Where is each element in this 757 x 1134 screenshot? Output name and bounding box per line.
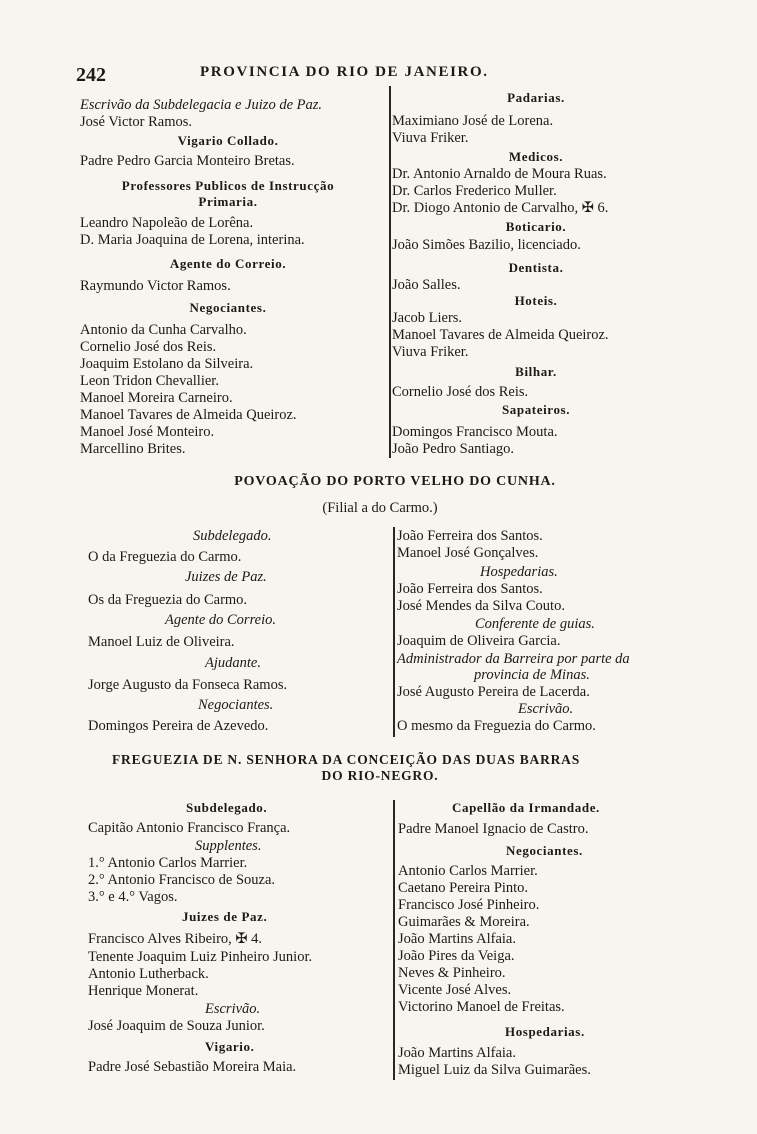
entry-text: Joaquim Estolano da Silveira. (80, 356, 254, 372)
entry-text: Cornelio José dos Reis. (392, 384, 529, 400)
entry-text: Padre Manoel Ignacio de Castro. (398, 821, 589, 837)
section3-title-cont: DO RIO-NEGRO. (321, 768, 439, 783)
entry-heading: Medicos. (508, 149, 564, 164)
entry-text: Manoel José Monteiro. (80, 424, 215, 440)
entry-text: Joaquim de Oliveira Garcia. (397, 633, 561, 649)
entry-text: Marcellino Brites. (80, 441, 186, 457)
entry-text: Dr. Carlos Frederico Muller. (392, 183, 557, 199)
entry-text: Tenente Joaquim Luiz Pinheiro Junior. (88, 949, 313, 965)
entry-heading: Hospedarias. (480, 564, 558, 580)
entry-text: Francisco Alves Ribeiro, ✠ 4. (88, 931, 263, 947)
entry-text: O mesmo da Freguezia do Carmo. (397, 718, 596, 734)
page-number: 242 (76, 64, 106, 86)
entry-text: Manoel Tavares de Almeida Queiroz. (80, 407, 297, 423)
entry-text: João Pedro Santiago. (392, 441, 515, 457)
entry-heading: Bilhar. (515, 364, 557, 379)
entry-text: 3.° e 4.° Vagos. (88, 889, 178, 905)
entry-text: Antonio da Cunha Carvalho. (80, 322, 247, 338)
entry-text: José Joaquim de Souza Junior. (88, 1018, 265, 1034)
page-title: PROVINCIA DO RIO DE JANEIRO. (200, 64, 489, 80)
entry-text: Capitão Antonio Francisco França. (88, 820, 291, 836)
column-divider (393, 800, 395, 1080)
entry-heading: Subdelegado. (193, 528, 272, 544)
entry-heading: Capellão da Irmandade. (452, 800, 600, 815)
entry-text: João Ferreira dos Santos. (397, 581, 543, 597)
entry-text: O da Freguezia do Carmo. (88, 549, 242, 565)
entry-heading: provincia de Minas. (474, 667, 590, 683)
entry-heading: Agente do Correio. (165, 612, 277, 628)
entry-text: João Simões Bazilio, licenciado. (392, 237, 581, 253)
entry-text: Jorge Augusto da Fonseca Ramos. (88, 677, 288, 693)
entry-heading: Escrivão. (518, 701, 574, 717)
entry-text: Leandro Napoleão de Lorêna. (80, 215, 254, 231)
entry-text: Manoel Luiz de Oliveira. (88, 634, 235, 650)
entry-text: Guimarães & Moreira. (398, 914, 530, 930)
entry-text: Maximiano José de Lorena. (392, 113, 554, 129)
entry-text: José Victor Ramos. (80, 114, 193, 130)
entry-heading: Sapateiros. (501, 402, 571, 417)
entry-text: Padre Pedro Garcia Monteiro Bretas. (80, 153, 295, 169)
entry-heading: Juizes de Paz. (182, 909, 268, 924)
entry-text: Manoel Tavares de Almeida Queiroz. (392, 327, 609, 343)
entry-heading: Ajudante. (205, 655, 261, 671)
entry-heading: Conferente de guias. (475, 616, 595, 632)
entry-heading: Padarias. (507, 90, 565, 105)
entry-text: Manoel José Gonçalves. (397, 545, 539, 561)
entry-text: Antonio Lutherback. (88, 966, 209, 982)
section3-title: FREGUEZIA DE N. SENHORA DA CONCEIÇÃO DAS DUAS BARRAS (112, 752, 581, 767)
entry-text: Vicente José Alves. (398, 982, 512, 998)
entry-text: João Salles. (392, 277, 461, 293)
entry-text: Neves & Pinheiro. (398, 965, 506, 981)
entry-text: José Mendes da Silva Couto. (397, 598, 565, 614)
entry-text: Miguel Luiz da Silva Guimarães. (398, 1062, 591, 1078)
entry-text: João Ferreira dos Santos. (397, 528, 543, 544)
entry-text: Domingos Francisco Mouta. (392, 424, 558, 440)
entry-heading: Vigario. (205, 1039, 255, 1054)
entry-heading: Dentista. (508, 260, 564, 275)
entry-text: Antonio Carlos Marrier. (398, 863, 538, 879)
entry-text: José Augusto Pereira de Lacerda. (397, 684, 590, 700)
entry-text: Cornelio José dos Reis. (80, 339, 217, 355)
entry-text: Francisco José Pinheiro. (398, 897, 540, 913)
entry-text: João Martins Alfaia. (398, 1045, 516, 1061)
entry-text: Victorino Manoel de Freitas. (398, 999, 565, 1015)
entry-text: Jacob Liers. (392, 310, 463, 326)
entry-text: Domingos Pereira de Azevedo. (88, 718, 269, 734)
entry-text: Dr. Diogo Antonio de Carvalho, ✠ 6. (392, 200, 609, 216)
entry-heading: Escrivão da Subdelegacia e Juizo de Paz. (80, 97, 323, 113)
entry-text: Viuva Friker. (392, 344, 469, 360)
entry-text: Padre José Sebastião Moreira Maia. (88, 1059, 297, 1075)
entry-text: 2.° Antonio Francisco de Souza. (88, 872, 276, 888)
entry-text: 1.° Antonio Carlos Marrier. (88, 855, 248, 871)
entry-text: Henrique Monerat. (88, 983, 199, 999)
entry-heading: Negociantes. (198, 697, 274, 713)
entry-text: Viuva Friker. (392, 130, 469, 146)
entry-text: Manoel Moreira Carneiro. (80, 390, 233, 406)
section2-title: POVOAÇÃO DO PORTO VELHO DO CUNHA. (234, 474, 556, 489)
entry-text: João Pires da Veiga. (398, 948, 515, 964)
entry-heading: Hoteis. (514, 293, 558, 308)
section2-subtitle: (Filial a do Carmo.) (322, 500, 438, 516)
entry-heading: Negociantes. (189, 300, 267, 315)
entry-text: Dr. Antonio Arnaldo de Moura Ruas. (392, 166, 607, 182)
entry-heading: Professores Publicos de Instrucção (121, 178, 335, 193)
entry-text: Os da Freguezia do Carmo. (88, 592, 248, 608)
entry-text: Caetano Pereira Pinto. (398, 880, 529, 896)
entry-heading: Boticario. (505, 219, 567, 234)
entry-heading: Supplentes. (195, 838, 262, 854)
entry-text: Raymundo Victor Ramos. (80, 278, 231, 294)
entry-heading: Subdelegado. (186, 800, 268, 815)
entry-heading: Negociantes. (506, 843, 583, 858)
column-divider (389, 86, 391, 458)
entry-heading: Agente do Correio. (169, 256, 287, 271)
entry-text: Leon Tridon Chevallier. (80, 373, 219, 389)
entry-heading: Escrivão. (205, 1001, 261, 1017)
entry-heading: Juizes de Paz. (185, 569, 267, 585)
entry-heading: Primaria. (198, 194, 258, 209)
entry-text: João Martins Alfaia. (398, 931, 516, 947)
entry-heading: Administrador da Barreira por parte da (397, 651, 630, 667)
entry-heading: Hospedarias. (505, 1024, 585, 1039)
column-divider (393, 527, 395, 737)
entry-text: D. Maria Joaquina de Lorena, interina. (80, 232, 305, 248)
entry-heading: Vigario Collado. (177, 133, 279, 148)
